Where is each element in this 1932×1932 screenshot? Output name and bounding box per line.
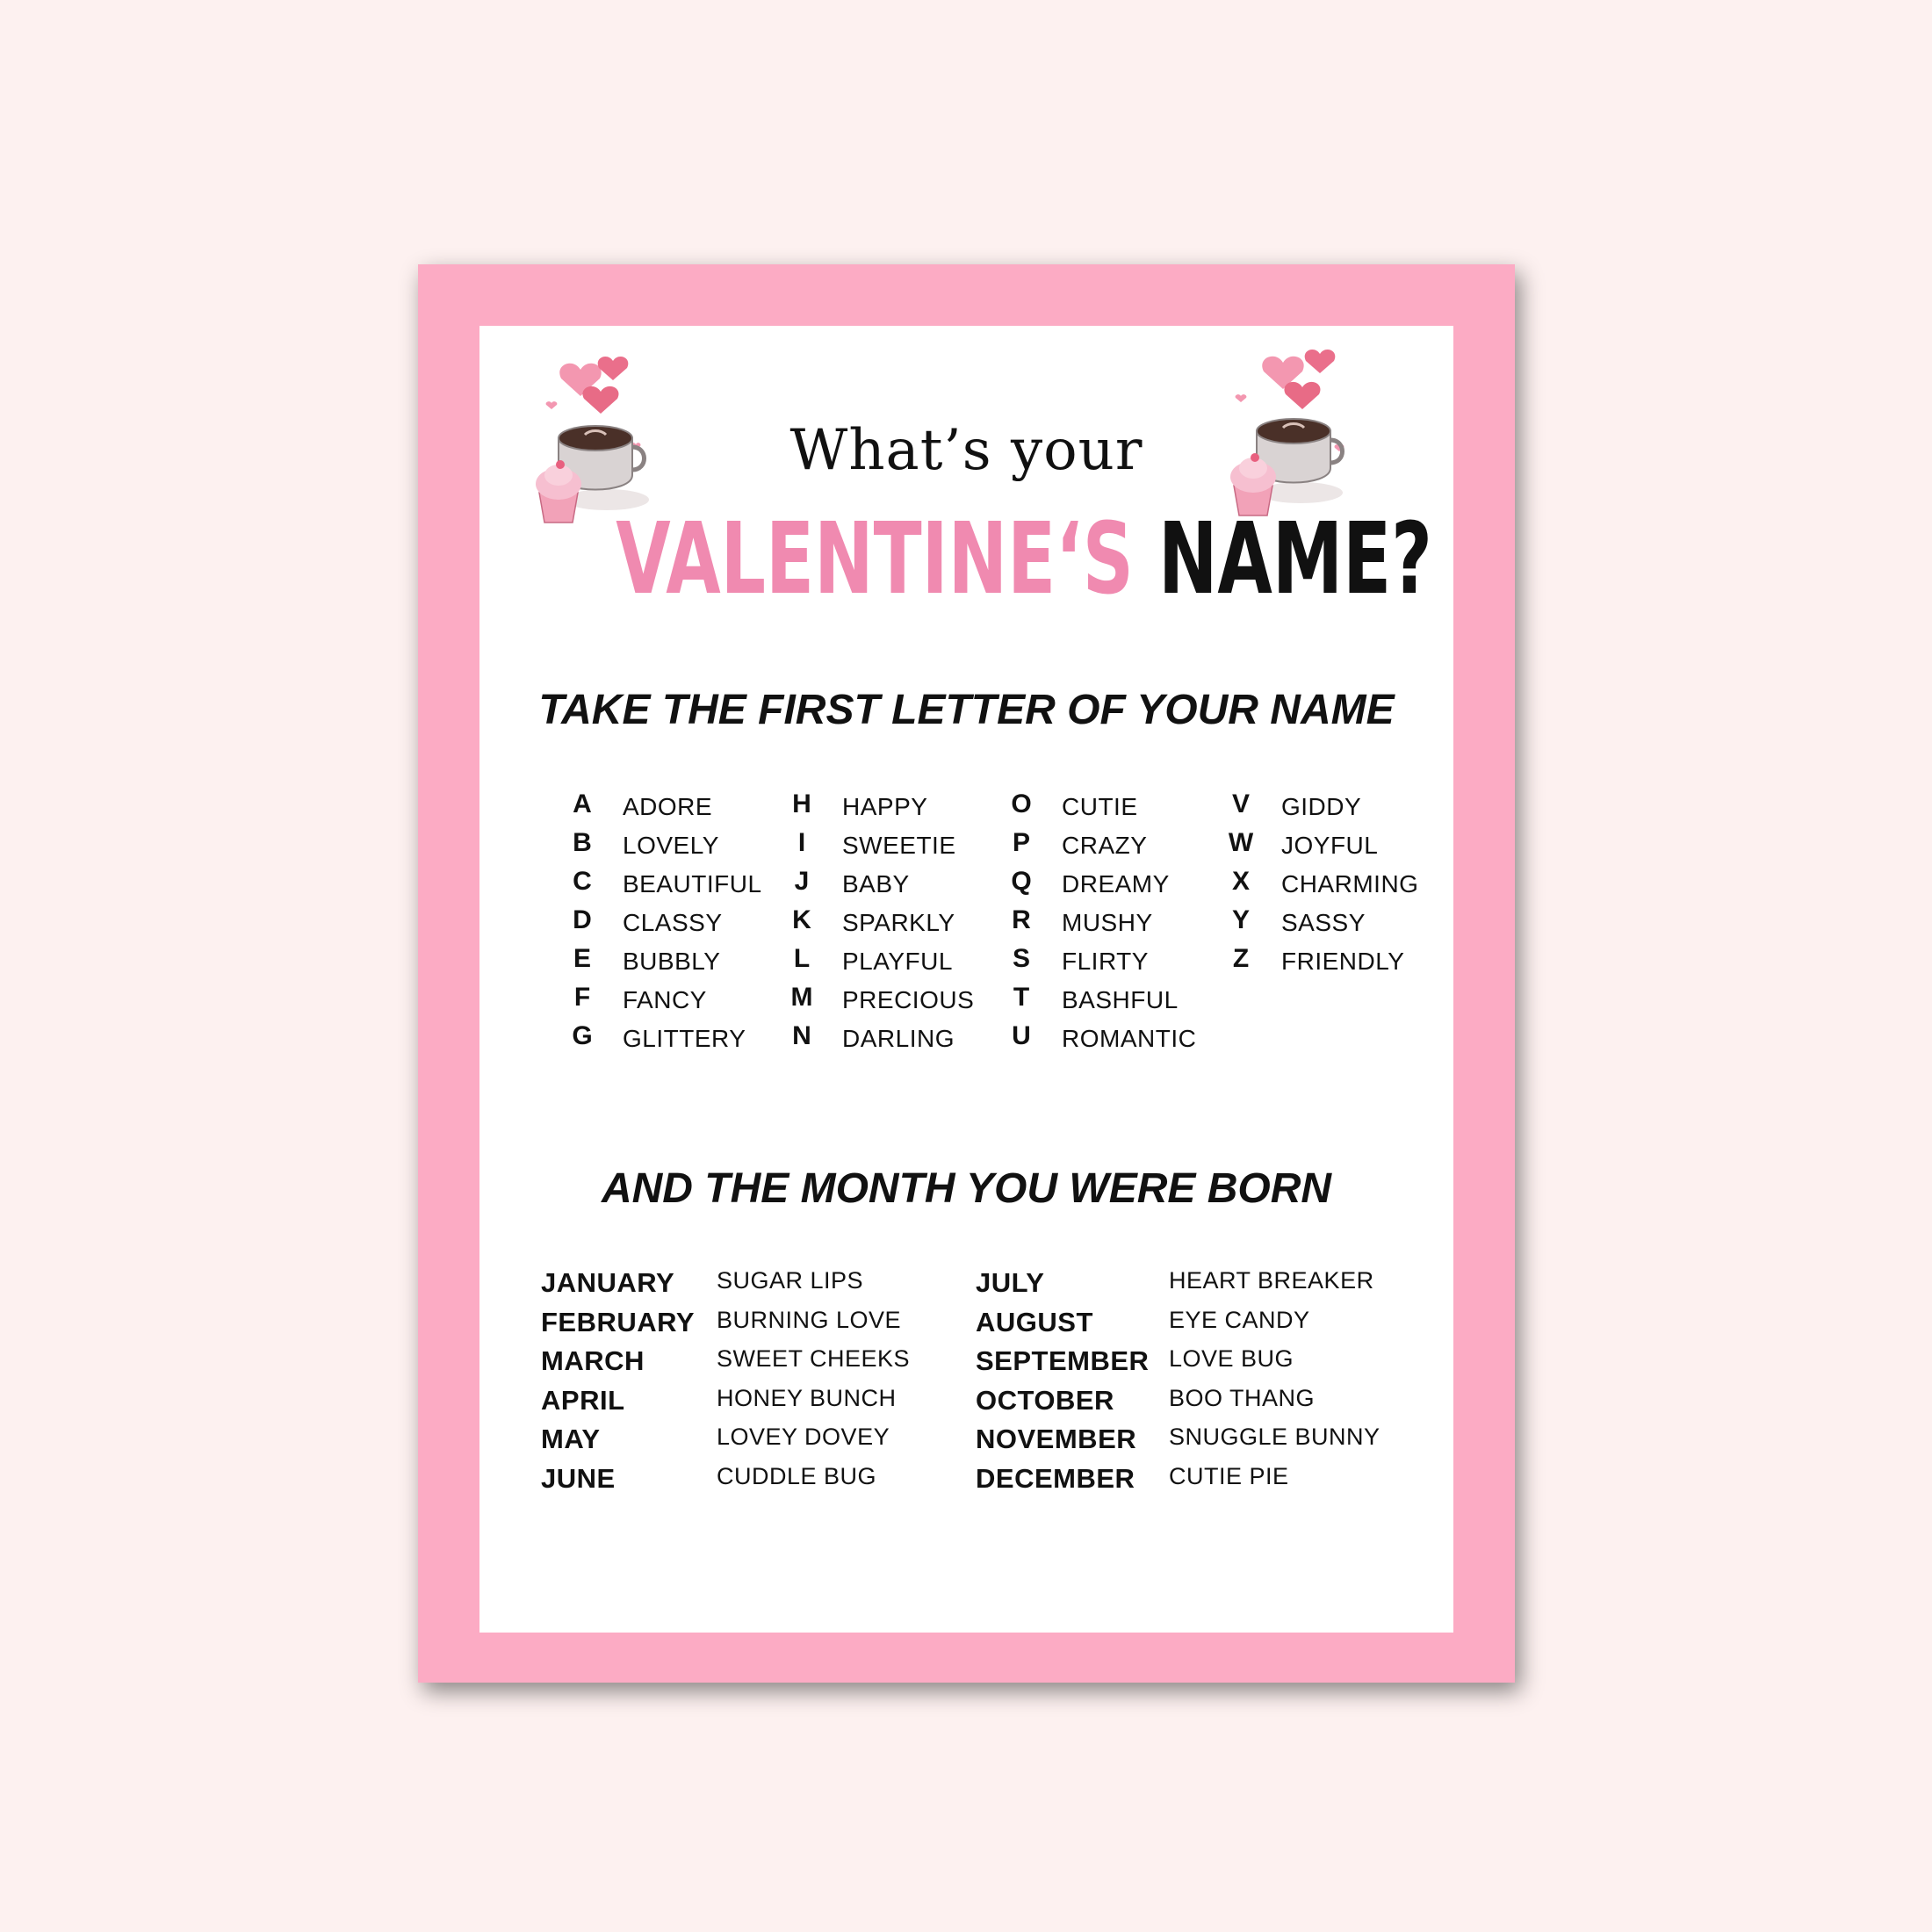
- month-nickname: CUTIE PIE: [1169, 1462, 1289, 1489]
- letter-word: GIDDY: [1281, 793, 1362, 820]
- letter-row: [1002, 905, 1213, 944]
- month-nickname: SNUGGLE BUNNY: [1169, 1424, 1381, 1450]
- letter-word: BASHFUL: [1062, 986, 1179, 1013]
- letter-row: [782, 867, 993, 905]
- letter-label: G: [572, 1021, 593, 1050]
- month-row: [976, 1265, 1432, 1305]
- title-valentines: VALENTINE‘S: [616, 502, 1134, 616]
- month-label: OCTOBER: [976, 1384, 1114, 1416]
- letter-label: Q: [1011, 867, 1032, 896]
- month-row: [976, 1422, 1432, 1461]
- letter-row: [563, 867, 774, 905]
- month-row: [541, 1383, 998, 1423]
- letter-label: H: [792, 789, 811, 818]
- month-label: SEPTEMBER: [976, 1345, 1150, 1376]
- letter-label: U: [1012, 1021, 1031, 1050]
- letter-label: K: [792, 905, 811, 934]
- month-label: MARCH: [541, 1345, 645, 1376]
- month-row: [976, 1305, 1432, 1344]
- letter-word: PRECIOUS: [842, 986, 975, 1013]
- letter-row: [1222, 867, 1432, 905]
- month-row: [541, 1461, 998, 1501]
- letter-column: [1002, 789, 1213, 1060]
- letter-label: M: [790, 983, 813, 1012]
- letter-word: GLITTERY: [623, 1025, 746, 1052]
- letter-label: F: [573, 983, 591, 1012]
- month-label: JUNE: [541, 1462, 616, 1494]
- month-row: [541, 1422, 998, 1461]
- month-row: [541, 1305, 998, 1344]
- section-heading-months: AND THE MONTH YOU WERE BORN: [601, 1165, 1332, 1212]
- month-nickname: SUGAR LIPS: [717, 1267, 864, 1294]
- letter-row: [563, 983, 774, 1021]
- letter-row: [563, 905, 774, 944]
- letter-row: [1222, 944, 1432, 983]
- letter-row: [563, 828, 774, 867]
- letter-word: LOVELY: [623, 832, 719, 859]
- letter-label: Y: [1231, 905, 1250, 934]
- letter-label: A: [573, 789, 592, 818]
- letter-label: Z: [1232, 944, 1250, 973]
- month-nickname: HONEY BUNCH: [717, 1384, 897, 1411]
- letter-label: P: [1012, 828, 1030, 857]
- letter-word: PLAYFUL: [842, 948, 953, 975]
- month-label: JANUARY: [541, 1267, 675, 1298]
- letter-word: JOYFUL: [1281, 832, 1379, 859]
- letter-row: [782, 1021, 993, 1060]
- letter-label: E: [573, 944, 591, 973]
- month-row: [541, 1344, 998, 1383]
- letter-word: ADORE: [623, 793, 713, 820]
- month-row: [976, 1461, 1432, 1501]
- letter-row: [1002, 944, 1213, 983]
- month-label: FEBRUARY: [541, 1306, 696, 1337]
- letter-word: CLASSY: [623, 909, 723, 936]
- letter-word: MUSHY: [1062, 909, 1153, 936]
- month-row: [976, 1383, 1432, 1423]
- printable-sheet: [479, 326, 1453, 1633]
- month-nickname: SWEET CHEEKS: [717, 1345, 911, 1372]
- printable-frame: [418, 264, 1515, 1683]
- month-row: [541, 1265, 998, 1305]
- letter-word: FANCY: [623, 986, 707, 1013]
- letter-row: [782, 983, 993, 1021]
- letter-row: [1002, 1021, 1213, 1060]
- letter-row: [1002, 789, 1213, 828]
- letter-word: HAPPY: [842, 793, 928, 820]
- letter-word: SASSY: [1281, 909, 1366, 936]
- letter-row: [782, 828, 993, 867]
- letter-label: W: [1228, 828, 1254, 857]
- letter-word: DREAMY: [1062, 870, 1170, 898]
- title-line-2: [616, 502, 1432, 616]
- letter-label: T: [1013, 983, 1030, 1012]
- letter-word: FLIRTY: [1062, 948, 1149, 975]
- month-label: JULY: [976, 1267, 1045, 1298]
- month-nickname: LOVEY DOVEY: [717, 1424, 890, 1450]
- letter-word: BEAUTIFUL: [623, 870, 762, 898]
- letter-label: N: [792, 1021, 811, 1050]
- letter-row: [1002, 828, 1213, 867]
- letter-label: O: [1011, 789, 1032, 818]
- letter-row: [563, 789, 774, 828]
- letter-column: [1222, 789, 1432, 983]
- month-nickname: LOVE BUG: [1169, 1345, 1294, 1372]
- letter-row: [782, 905, 993, 944]
- letter-row: [1002, 983, 1213, 1021]
- month-column: [541, 1265, 998, 1500]
- letter-label: D: [573, 905, 592, 934]
- letter-row: [563, 1021, 774, 1060]
- letter-label: L: [793, 944, 811, 973]
- letter-column: [782, 789, 993, 1060]
- letter-word: BABY: [842, 870, 910, 898]
- letter-row: [563, 944, 774, 983]
- letter-row: [782, 789, 993, 828]
- letter-label: S: [1012, 944, 1030, 973]
- letter-word: SWEETIE: [842, 832, 956, 859]
- month-column: [976, 1265, 1432, 1500]
- letter-label: X: [1231, 867, 1250, 896]
- letter-word: FRIENDLY: [1281, 948, 1405, 975]
- letter-column: [563, 789, 774, 1060]
- letter-label: V: [1231, 789, 1250, 818]
- letter-row: [1222, 905, 1432, 944]
- letter-row: [782, 944, 993, 983]
- section-heading-letters: TAKE THE FIRST LETTER OF YOUR NAME: [538, 687, 1395, 733]
- month-label: AUGUST: [976, 1306, 1093, 1337]
- month-nickname: EYE CANDY: [1169, 1306, 1310, 1333]
- month-label: DECEMBER: [976, 1462, 1135, 1494]
- letter-word: DARLING: [842, 1025, 955, 1052]
- month-label: NOVEMBER: [976, 1424, 1137, 1454]
- title-name: NAME?: [1157, 502, 1432, 616]
- letter-row: [1222, 828, 1432, 867]
- letter-word: ROMANTIC: [1062, 1025, 1197, 1052]
- letter-word: CHARMING: [1281, 870, 1419, 898]
- letter-row: [1222, 789, 1432, 828]
- month-row: [976, 1344, 1432, 1383]
- month-nickname: CUDDLE BUG: [717, 1462, 877, 1489]
- month-label: APRIL: [541, 1384, 625, 1416]
- letter-word: CRAZY: [1062, 832, 1148, 859]
- letter-label: J: [794, 867, 810, 896]
- letter-label: R: [1012, 905, 1031, 934]
- month-nickname: BURNING LOVE: [717, 1306, 902, 1333]
- letter-label: I: [797, 828, 806, 857]
- letter-label: B: [573, 828, 592, 857]
- letter-word: SPARKLY: [842, 909, 955, 936]
- letter-word: BUBBLY: [623, 948, 721, 975]
- letter-label: C: [573, 867, 592, 896]
- letter-word: CUTIE: [1062, 793, 1138, 820]
- month-nickname: HEART BREAKER: [1169, 1267, 1374, 1294]
- title-line-1: What’s your: [789, 418, 1143, 483]
- month-label: MAY: [541, 1424, 601, 1454]
- letter-row: [1002, 867, 1213, 905]
- month-nickname: BOO THANG: [1169, 1384, 1316, 1411]
